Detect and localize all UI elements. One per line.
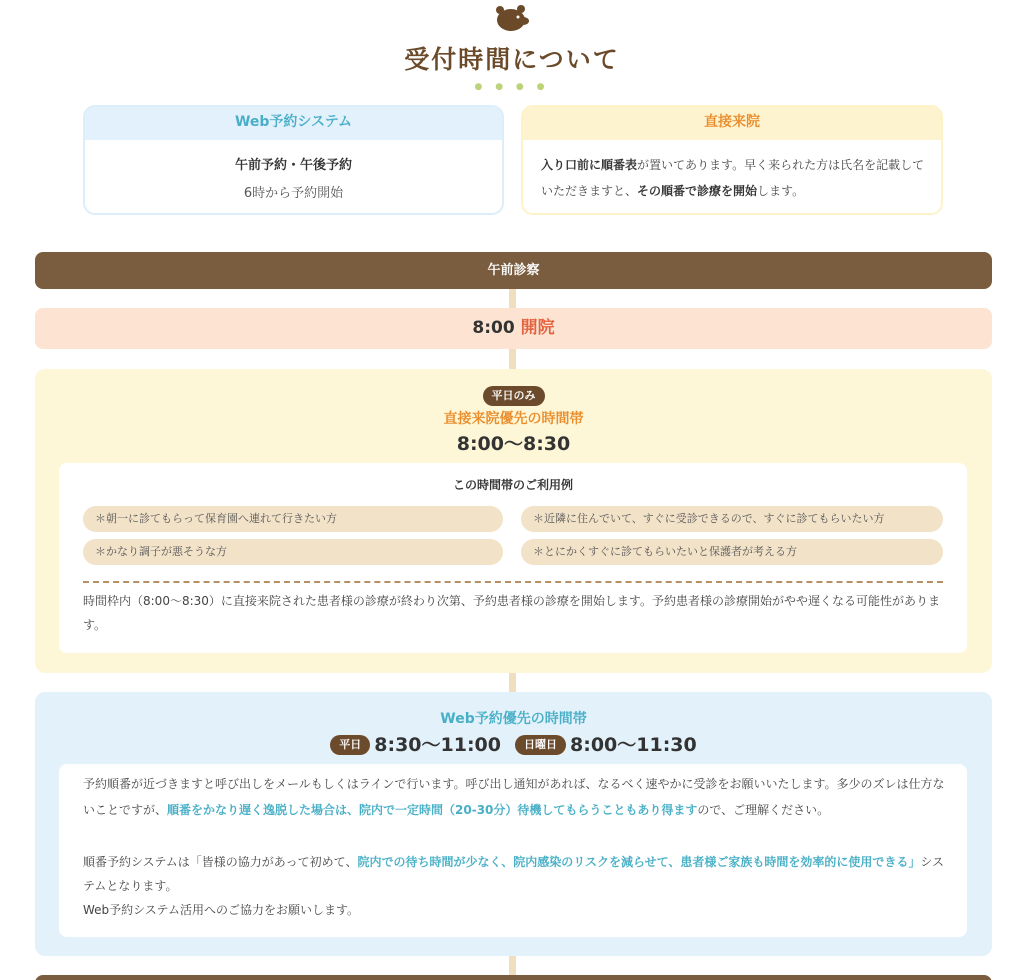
decorative-dots: ● ● ● ● <box>474 82 550 92</box>
web-priority-panel <box>59 764 967 937</box>
p1-text: 予約順番が近づきますと呼び出しをメールもしくはラインで行います。呼び出し通知があれば、なるべく速やかに受診をお願いいたします。多少のズレは仕方ないことですが、 <box>83 777 945 817</box>
direct-text-bold-1: 順番表 <box>601 158 638 172</box>
web-priority-paragraph-2 <box>83 850 949 922</box>
morning-session-header: 午前診察 <box>35 252 992 289</box>
opening-label: 開院 <box>520 318 555 338</box>
direct-text-3: します。 <box>757 184 805 198</box>
web-priority-title: Web予約優先の時間帯 <box>440 711 587 727</box>
next-session-header <box>35 975 992 980</box>
direct-priority-section <box>35 369 992 673</box>
page-title: 受付時間について <box>404 45 620 74</box>
opening-time-box <box>35 308 992 349</box>
dashed-divider <box>83 581 943 583</box>
bear-icon <box>494 4 530 32</box>
web-priority-times <box>35 730 992 757</box>
direct-text-1: 入り口前に <box>541 158 602 172</box>
web-priority-section <box>35 692 992 956</box>
usage-examples-panel <box>59 463 967 653</box>
sunday-badge: 日曜日 <box>515 735 566 755</box>
usage-example-chip: ＊とにかくすぐに診てもらいたいと保護者が考える方 <box>521 539 943 565</box>
p1-highlight: 順番をかなり遅く逸脱した場合は、院内で一定時間（20-30分）待機してもらうこともあり得ます <box>167 803 698 817</box>
direct-visit-title: 直接来院 <box>523 107 941 140</box>
web-reservation-title: Web予約システム <box>85 107 502 140</box>
direct-text-2: が置いてあります。早く来られた方は氏名を記載していただきますと、 <box>541 158 925 198</box>
weekday-badge: 平日 <box>330 735 370 755</box>
weekday-time: 8:30〜11:00 <box>374 734 501 756</box>
sunday-time: 8:00〜11:30 <box>570 734 697 756</box>
usage-examples-title: この時間帯のご利用例 <box>452 478 573 492</box>
p2-text: 順番予約システムは「皆様の協力があって初めて、 <box>83 855 358 869</box>
p3-text: Web予約システム活用へのご協力をお願いします。 <box>83 903 360 917</box>
direct-text-bold-2: その順番で診療を開始 <box>637 184 758 198</box>
web-reservation-card <box>83 105 504 215</box>
web-reservation-start: 6時から予約開始 <box>243 186 344 201</box>
web-priority-paragraph-1 <box>83 771 949 823</box>
timeline-connector <box>509 956 516 975</box>
opening-time: 8:00 <box>472 318 515 338</box>
direct-priority-note: 時間枠内（8:00〜8:30）に直接来院された患者様の診療が終わり次第、予約患者様の診療を開始します。予約患者様の診療開始がやや遅くなる可能性があります。 <box>83 594 940 632</box>
usage-example-chip: ＊近隣に住んでいて、すぐに受診できるので、すぐに診てもらいたい方 <box>521 506 943 532</box>
weekday-only-badge: 平日のみ <box>483 386 545 406</box>
timeline-connector <box>509 349 516 369</box>
usage-example-chip: ＊朝一に診てもらって保育園へ連れて行きたい方 <box>83 506 503 532</box>
direct-priority-title: 直接来院優先の時間帯 <box>443 411 584 427</box>
p2-highlight: 院内での待ち時間が少なく、院内感染のリスクを減らせて、患者様ご家族も時間を効率的に使用できる」 <box>357 855 921 869</box>
p1-text-end: ので、ご理解ください。 <box>697 803 830 817</box>
direct-visit-card <box>521 105 943 215</box>
usage-example-chip: ＊かなり調子が悪そうな方 <box>83 539 503 565</box>
direct-visit-text <box>523 140 941 204</box>
p2-text-end: システムとなります。 <box>83 855 945 893</box>
web-reservation-type: 午前予約・午後予約 <box>234 158 352 173</box>
timeline-connector <box>509 673 516 692</box>
direct-priority-time: 8:00〜8:30 <box>456 433 571 455</box>
timeline-connector <box>509 289 516 308</box>
